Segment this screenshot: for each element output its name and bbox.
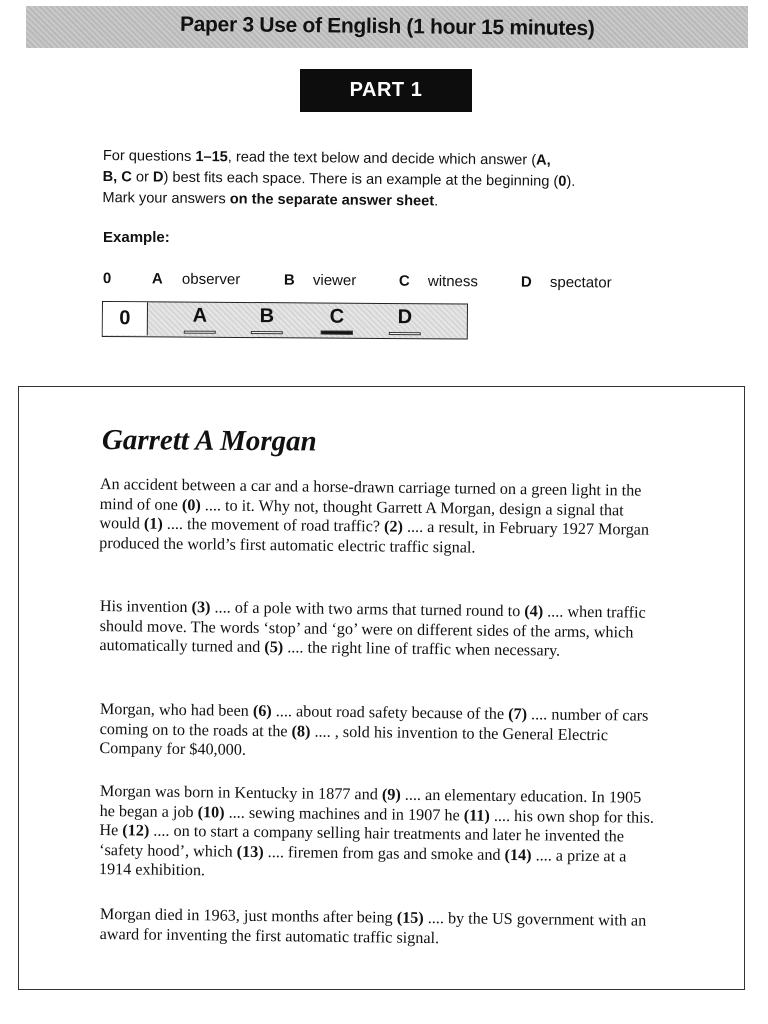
p3-text-1: Morgan, who had been: [99, 700, 253, 720]
paragraph-2: [99, 597, 660, 662]
p2-text-1: His invention: [99, 597, 192, 617]
gap-4: (4): [524, 602, 544, 621]
gap-0: (0): [181, 495, 201, 514]
p4-text-2: .... an elementary education. In 1905 he began a job: [99, 785, 642, 821]
example-options: [103, 270, 643, 299]
option-b-word: viewer: [312, 271, 357, 290]
grid-option-b: [250, 305, 284, 335]
gap-8: (8): [291, 721, 311, 741]
example-label: Example:: [103, 229, 170, 246]
instructions: [102, 146, 643, 215]
p4-text-5: .... on to start a company selling hair treatments and later he invented the ‘safety hood’, which: [99, 821, 625, 861]
instr-text-3: or: [131, 169, 154, 186]
gap-9: (9): [381, 785, 401, 804]
grid-option-c-mark-selected: [321, 331, 353, 335]
paragraph-5: [100, 905, 660, 951]
p5-text-1: Morgan died in 1963, just months after being: [99, 905, 397, 927]
p3-text-4: .... , sold his invention to the General Electric Company for $40,000.: [99, 722, 609, 759]
gap-11: (11): [463, 805, 490, 825]
grid-option-a-letter: A: [192, 304, 208, 327]
grid-option-c-letter: C: [329, 305, 345, 328]
instr-text-5: ).: [566, 173, 576, 190]
instr-bold-a: A,: [536, 152, 551, 169]
gap-13: (13): [236, 842, 264, 861]
p4-text-3: .... sewing machines and in 1907 he: [224, 803, 464, 824]
option-a-letter: A: [151, 270, 163, 288]
passage-title: Garrett A Morgan: [101, 424, 317, 458]
grid-option-b-letter: B: [259, 305, 275, 328]
p2-text-2: .... of a pole with two arms that turned round to: [210, 598, 525, 621]
instr-bold-zero: 0: [558, 173, 567, 190]
p1-text-3: .... the movement of road traffic?: [162, 514, 385, 536]
gap-3: (3): [191, 598, 211, 617]
p2-text-4: .... the right line of traffic when necessary.: [283, 638, 561, 660]
instr-bold-answer-sheet: on the separate answer sheet: [229, 191, 435, 210]
instr-text-7: .: [434, 193, 439, 210]
paper-title: Paper 3 Use of English (1 hour 15 minutes): [179, 12, 595, 41]
option-b-letter: B: [283, 271, 295, 289]
instr-bold-d: D: [152, 169, 164, 186]
grid-option-c: [320, 306, 354, 336]
grid-question-number: 0: [103, 302, 148, 335]
header-band: [26, 6, 748, 48]
instr-bold-bc: B, C: [102, 168, 132, 186]
option-c-letter: C: [398, 272, 410, 290]
gap-12: (12): [122, 821, 150, 840]
instr-text-4: ) best fits each space. There is an example at the beginning (: [163, 169, 559, 190]
grid-option-b-mark: [251, 331, 283, 334]
p1-text-1: An accident between a car and a horse-drawn carriage turned on a green light in the mind of one: [99, 475, 642, 514]
option-d-letter: D: [520, 273, 532, 291]
gap-7: (7): [508, 704, 528, 724]
gap-2: (2): [383, 517, 404, 536]
paragraph-3: [99, 700, 660, 765]
gap-5: (5): [264, 638, 284, 657]
p4-text-4: .... his own shop for this. He: [99, 806, 655, 840]
example-answer-grid: [102, 301, 468, 340]
option-a-word: observer: [181, 270, 241, 289]
instr-text-2: , read the text below and decide which answer (: [227, 149, 537, 169]
part-heading: [300, 69, 472, 112]
option-d-word: spectator: [549, 273, 612, 292]
p1-text-2: .... to it. Why not, thought Garrett A Morgan, design a signal that would: [99, 495, 624, 533]
gap-6: (6): [252, 701, 272, 721]
instr-text-1: For questions: [102, 147, 196, 165]
gap-10: (10): [197, 802, 225, 822]
example-number: 0: [102, 270, 112, 288]
grid-option-a-mark: [184, 331, 216, 334]
paragraph-4: [99, 782, 660, 886]
grid-option-d-letter: D: [397, 306, 413, 329]
p2-text-3: .... when traffic should move. The words ‘stop’ and ‘go’ were on different sides of the arms, which automatically turned and: [99, 602, 646, 657]
instr-text-6: Mark your answers: [102, 189, 230, 208]
instr-bold-questions: 1–15: [195, 148, 228, 166]
grid-option-a: [183, 305, 217, 335]
gap-15: (15): [396, 908, 424, 927]
p3-text-3: .... number of cars coming on to the roads at the: [99, 705, 649, 740]
p1-text-4: .... a result, in February 1927 Morgan produced the world’s first automatic electric traffic signal.: [99, 517, 650, 557]
grid-option-d-mark: [389, 332, 421, 335]
p3-text-2: .... about road safety because of the: [271, 702, 509, 723]
p4-text-7: .... a prize at a 1914 exhibition.: [98, 845, 627, 880]
p4-text-1: Morgan was born in Kentucky in 1877 and: [99, 782, 383, 804]
gap-14: (14): [504, 845, 532, 864]
p4-text-6: .... firemen from gas and smoke and: [263, 842, 505, 864]
paragraph-1: [99, 475, 660, 560]
gap-1: (1): [143, 514, 163, 533]
grid-option-d: [388, 306, 422, 336]
part-label: PART 1: [349, 79, 423, 101]
option-c-word: witness: [427, 272, 479, 291]
p5-text-2: .... by the US government with an award for inventing the first automatic traffic signal.: [99, 908, 647, 947]
